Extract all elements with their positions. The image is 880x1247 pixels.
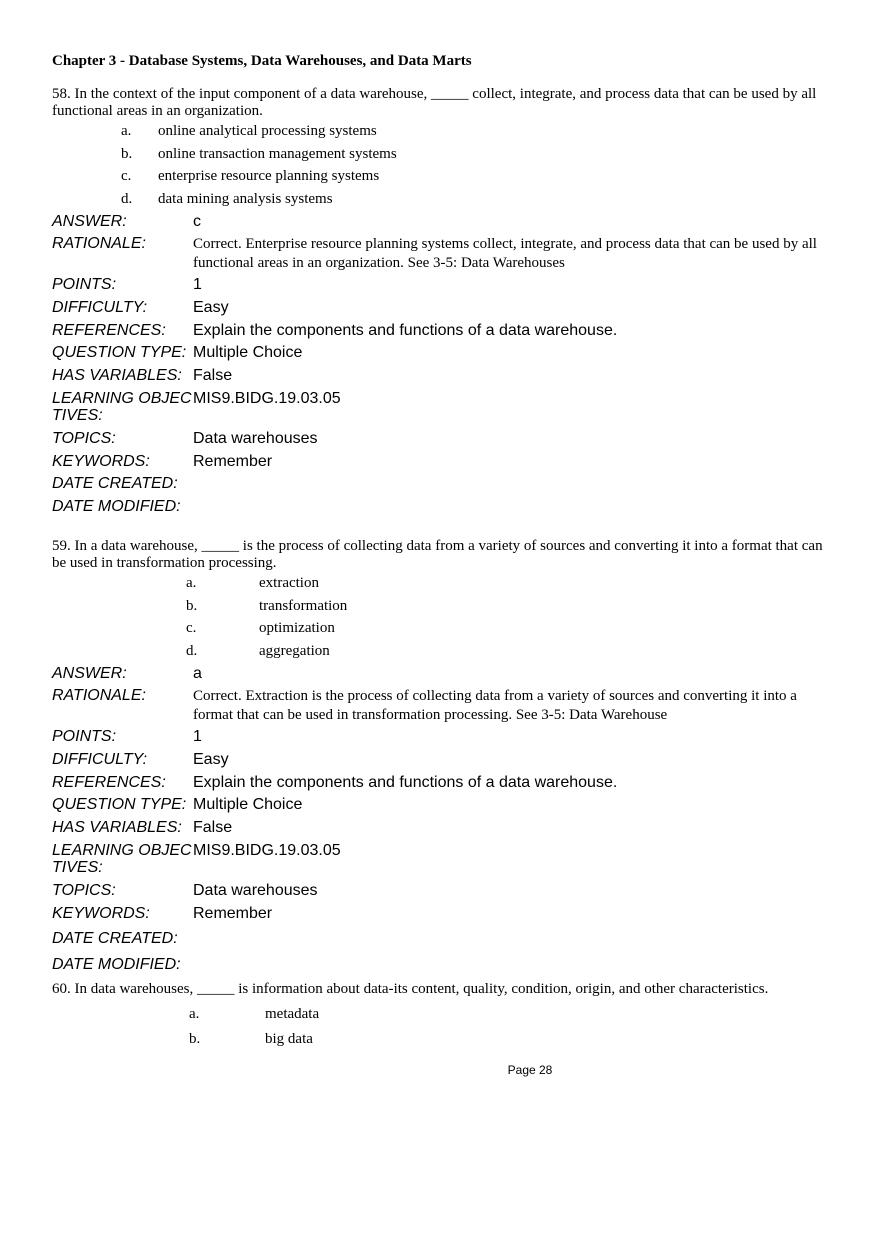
q59-question-type-label: QUESTION TYPE: bbox=[52, 796, 187, 813]
q58-option-c-letter: c. bbox=[121, 168, 132, 184]
q59-answer-value: a bbox=[193, 665, 202, 682]
q59-difficulty-label: DIFFICULTY: bbox=[52, 751, 148, 768]
q60-option-a-text: metadata bbox=[265, 1006, 320, 1022]
q58-points-label: POINTS: bbox=[52, 276, 117, 293]
q58-option-a-text: online analytical processing systems bbox=[158, 123, 377, 139]
q59-references-value: Explain the components and functions of a data warehouse. bbox=[193, 774, 618, 791]
q59-topics-value: Data warehouses bbox=[193, 882, 318, 899]
q59-topics-label: TOPICS: bbox=[52, 882, 116, 899]
q59-question-type-value: Multiple Choice bbox=[193, 796, 303, 813]
q58-option-d-letter: d. bbox=[121, 191, 133, 207]
q59-option-b-letter: b. bbox=[186, 598, 198, 614]
question-59-stem: 59. In a data warehouse, _____ is the process of collecting data from a variety of sources and converting it into a format that can be used in transformation processing. bbox=[52, 538, 823, 571]
q60-option-a-letter: a. bbox=[189, 1006, 200, 1022]
q59-has-variables-value: False bbox=[193, 819, 233, 836]
q58-date-created-label: DATE CREATED: bbox=[52, 475, 178, 492]
q59-learning-objectives-value: MIS9.BIDG.19.03.05 bbox=[193, 842, 341, 859]
q59-points-label: POINTS: bbox=[52, 728, 117, 745]
q58-question-type-value: Multiple Choice bbox=[193, 344, 303, 361]
q59-date-modified-label: DATE MODIFIED: bbox=[52, 956, 181, 973]
q59-difficulty-value: Easy bbox=[193, 751, 229, 768]
q58-option-d-text: data mining analysis systems bbox=[158, 191, 333, 207]
q58-references-label: REFERENCES: bbox=[52, 322, 166, 339]
q58-date-modified-label: DATE MODIFIED: bbox=[52, 498, 181, 515]
q59-has-variables-label: HAS VARIABLES: bbox=[52, 819, 182, 836]
question-58-stem: 58. In the context of the input component of a data warehouse, _____ collect, integrate, and process data that can be used by all functional areas in an organization. bbox=[52, 86, 817, 119]
q58-keywords-value: Remember bbox=[193, 453, 273, 470]
q58-question-type-label: QUESTION TYPE: bbox=[52, 344, 187, 361]
q58-option-c-text: enterprise resource planning systems bbox=[158, 168, 380, 184]
q59-rationale-label: RATIONALE: bbox=[52, 687, 146, 704]
q59-option-a-text: extraction bbox=[259, 575, 319, 591]
page-number: Page 28 bbox=[507, 1063, 553, 1077]
q58-has-variables-value: False bbox=[193, 367, 233, 384]
q59-option-c-letter: c. bbox=[186, 620, 197, 636]
q58-option-b-text: online transaction management systems bbox=[158, 146, 397, 162]
q58-topics-label: TOPICS: bbox=[52, 430, 116, 447]
q58-learning-objectives-value: MIS9.BIDG.19.03.05 bbox=[193, 390, 341, 407]
q59-option-d-letter: d. bbox=[186, 643, 198, 659]
q58-answer-label: ANSWER: bbox=[52, 213, 127, 230]
q58-topics-value: Data warehouses bbox=[193, 430, 318, 447]
q59-keywords-value: Remember bbox=[193, 905, 273, 922]
q58-difficulty-label: DIFFICULTY: bbox=[52, 299, 148, 316]
q59-option-a-letter: a. bbox=[186, 575, 197, 591]
q58-references-value: Explain the components and functions of a data warehouse. bbox=[193, 322, 618, 339]
q59-learning-objectives-label: LEARNING OBJEC TIVES: bbox=[52, 842, 192, 876]
q59-references-label: REFERENCES: bbox=[52, 774, 166, 791]
q58-option-b-letter: b. bbox=[121, 146, 133, 162]
q59-answer-label: ANSWER: bbox=[52, 665, 127, 682]
q59-option-d-text: aggregation bbox=[259, 643, 330, 659]
q59-keywords-label: KEYWORDS: bbox=[52, 905, 150, 922]
q58-answer-value: c bbox=[193, 213, 201, 230]
q59-rationale-text: Correct. Extraction is the process of collecting data from a variety of sources and converting it into a format that can be used in transformation processing. See 3-5: Data Warehouse bbox=[193, 688, 797, 723]
q58-rationale-text: Correct. Enterprise resource planning systems collect, integrate, and process data that can be used by all functional areas in an organization. See 3-5: Data Warehouses bbox=[193, 236, 817, 271]
q60-option-b-letter: b. bbox=[189, 1031, 201, 1047]
chapter-title: Chapter 3 - Database Systems, Data Warehouses, and Data Marts bbox=[52, 53, 472, 69]
q58-difficulty-value: Easy bbox=[193, 299, 229, 316]
q58-rationale-label: RATIONALE: bbox=[52, 235, 146, 252]
q58-keywords-label: KEYWORDS: bbox=[52, 453, 150, 470]
q59-date-created-label: DATE CREATED: bbox=[52, 930, 178, 947]
q59-option-c-text: optimization bbox=[259, 620, 335, 636]
question-60-stem: 60. In data warehouses, _____ is information about data-its content, quality, condition, origin, and other characteristics. bbox=[52, 981, 769, 997]
q58-points-value: 1 bbox=[193, 276, 202, 293]
q60-option-b-text: big data bbox=[265, 1031, 313, 1047]
q58-has-variables-label: HAS VARIABLES: bbox=[52, 367, 182, 384]
q59-points-value: 1 bbox=[193, 728, 202, 745]
q58-option-a-letter: a. bbox=[121, 123, 132, 139]
q58-learning-objectives-label: LEARNING OBJEC TIVES: bbox=[52, 390, 192, 424]
q59-option-b-text: transformation bbox=[259, 598, 348, 614]
